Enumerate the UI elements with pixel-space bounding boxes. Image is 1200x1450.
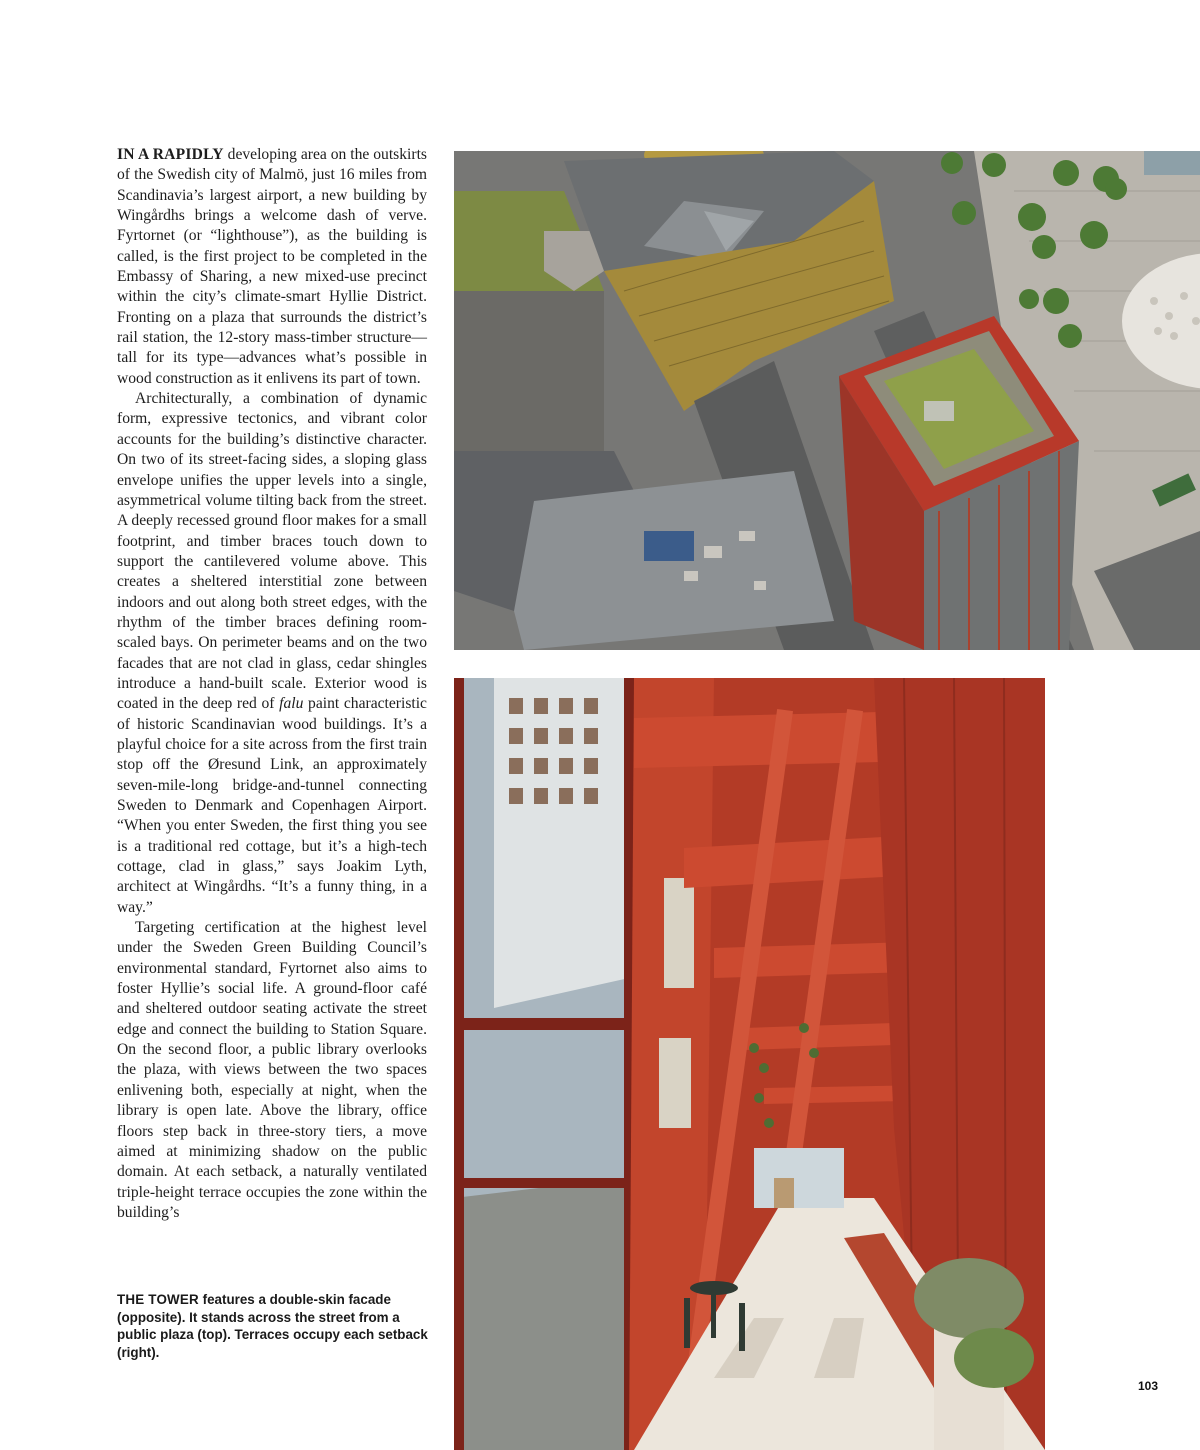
paragraph-3 xyxy=(117,918,427,1223)
aerial-illustration xyxy=(454,151,1200,650)
paragraph-1 xyxy=(117,145,427,389)
article-body xyxy=(117,145,427,1223)
page-number: 103 xyxy=(1138,1379,1159,1393)
falu-italic: falu xyxy=(279,695,304,713)
caption-lead: THE TOWER xyxy=(117,1292,199,1307)
paragraph-2-text-a: Architecturally, a combination of dynamic form, expressive tectonics, and vibrant color accounts for the building’s distinctive character. On two of its street-facing sides, a sloping glass envelope unifies the upper levels into a single, asymmetrical volume tilting back from the street. A deeply recessed ground floor makes for a small footprint, and timber braces touch down to support the cantilevered volume above. This creates a sheltered interstitial zone between indoors and out along both street edges, with the rhythm of the timber braces defining room-scaled bays. On perimeter beams and on the two facades that are not clad in glass, cedar shingles introduce a hand-built scale. Exterior wood is coated in the deep red of xyxy=(117,390,427,713)
aerial-photo xyxy=(454,151,1200,650)
terrace-illustration xyxy=(454,678,1045,1450)
lead-in: IN A RAPIDLY xyxy=(117,146,224,163)
caption-text: features a double-skin facade (opposite). It stands across the street from a public plaza (top). Terraces occupy each setback (right). xyxy=(117,1292,428,1360)
paragraph-2-text-b: paint characteristic of historic Scandinavian wood buildings. It’s a playful choice for a site across from the first train stop off the Øresund Link, an approximately seven-mile-long bridge-and-tunnel connecting Sweden to Denmark and Copenhagen Airport. “When you enter Sweden, the first thing you see is a traditional red cottage, but it’s a high-tech cottage, clad in glass,” says Joakim Lyth, architect at Wingårdhs. “It’s a funny thing, in a way.” xyxy=(117,695,427,916)
photo-caption xyxy=(117,1291,435,1361)
paragraph-3-text: Targeting certification at the highest level under the Sweden Green Building Council’s environmental standard, Fyrtornet also aims to foster Hyllie’s social life. A ground-floor café and sheltered outdoor seating activate the street edge and connect the building to Station Square. On the second floor, a public library overlooks the plaza, with views between the two spaces enlivening both, especially at night, when the library is open late. Above the library, office floors step back in three-story tiers, a move aimed at minimizing shadow on the public domain. At each setback, a naturally ventilated triple-height terrace occupies the zone within the building’s xyxy=(117,919,427,1221)
terrace-photo xyxy=(454,678,1045,1450)
paragraph-2 xyxy=(117,389,427,918)
paragraph-1-text: developing area on the outskirts of the Swedish city of Malmö, just 16 miles from Scandinavia’s largest airport, a new building by Wingårdhs brings a welcome dash of verve. Fyrtornet (or “lighthouse”), as the building is called, is the first project to be completed in the Embassy of Sharing, a new mixed-use precinct within the city’s climate-smart Hyllie District. Fronting on a plaza that surrounds the district’s rail station, the 12-story mass-timber structure—tall for its type—advances what’s possible in wood construction as it enlivens its part of town. xyxy=(117,146,427,387)
